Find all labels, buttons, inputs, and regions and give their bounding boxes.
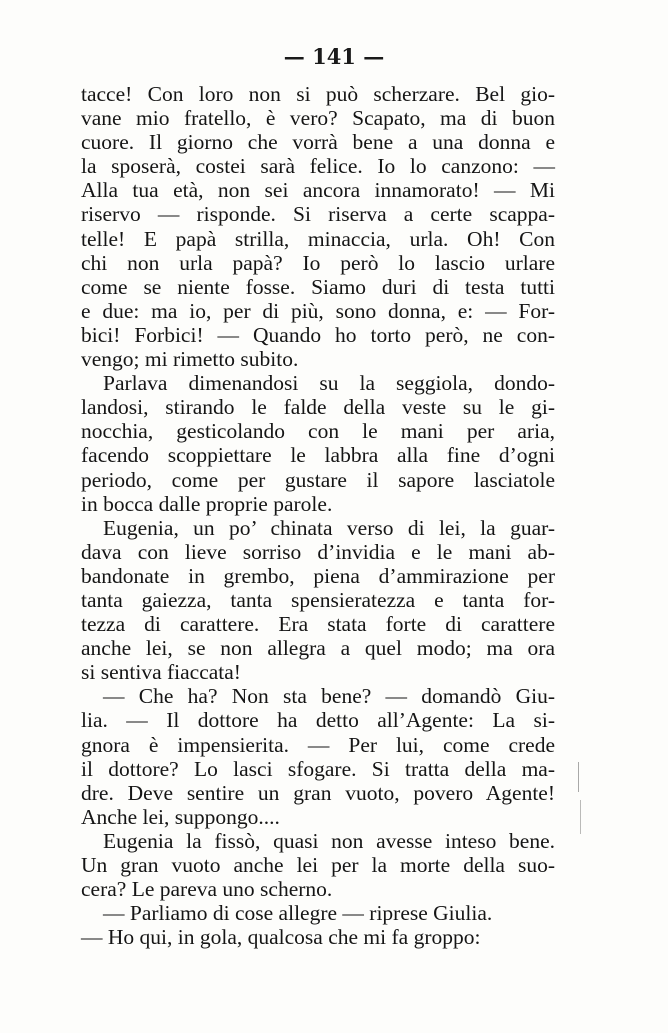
text-line: Un gran vuoto anche lei per la morte della suo- <box>81 853 555 877</box>
text-line: e due: ma io, per di più, sono donna, e: — For- <box>81 298 555 323</box>
text-line: cuore. Il giorno che vorrà bene a una donna e <box>81 130 555 155</box>
paragraph <box>81 901 555 949</box>
text-line: vane mio fratello, è vero? Scapato, ma di buon <box>81 106 555 131</box>
text-line: cera? Le pareva uno scherno. <box>81 877 333 902</box>
text-line: facendo scoppiettare le labbra alla fine d’ogni <box>81 443 555 468</box>
text-line: chi non urla papà? Io però lo lascio urlare <box>81 250 555 275</box>
text-line: gnora è impensierita. — Per lui, come crede <box>81 732 555 757</box>
body-text <box>81 82 555 949</box>
text-line: la sposerà, costei sarà felice. Io lo canzono: — <box>81 154 555 179</box>
text-line: dava con lieve sorriso d’invidia e le mani ab- <box>81 539 555 564</box>
text-line: bandonate in grembo, piena d’ammirazione per <box>81 563 555 588</box>
text-line: tacce! Con loro non si può scherzare. Bel gio- <box>81 82 555 106</box>
text-line: periodo, come per gustare il sapore lasciatole <box>81 467 555 492</box>
text-line: Alla tua età, non sei ancora innamorato! — Mi <box>81 178 555 203</box>
text-line: si sentiva fiaccata! <box>81 660 241 685</box>
scan-mark <box>580 800 581 834</box>
text-line: tanta gaiezza, tanta spensieratezza e tanta for- <box>81 587 555 612</box>
paragraph <box>81 516 555 685</box>
text-line: dre. Deve sentire un gran vuoto, povero Agente! <box>81 780 555 805</box>
text-line: — Ho qui, in gola, qualcosa che mi fa groppo: <box>81 925 481 950</box>
paragraph <box>81 82 555 371</box>
text-line: Eugenia, un po’ chinata verso di lei, la guar- <box>103 515 555 540</box>
text-line: Anche lei, suppongo.... <box>81 804 280 829</box>
text-line: telle! E papà strilla, minaccia, urla. Oh! Con <box>81 226 555 251</box>
paragraph <box>81 684 555 829</box>
text-line: lia. — Il dottore ha detto all’Agente: La si- <box>81 708 555 733</box>
paragraph <box>81 829 555 901</box>
text-line: il dottore? Lo lasci sfogare. Si tratta della ma- <box>81 756 555 781</box>
text-line: anche lei, se non allegra a quel modo; ma ora <box>81 636 555 661</box>
text-line: — Parliamo di cose allegre — riprese Giulia. <box>103 901 493 926</box>
text-line: vengo; mi rimetto subito. <box>81 347 299 372</box>
scan-mark <box>578 762 579 792</box>
text-line: — Che ha? Non sta bene? — domandò Giu- <box>103 684 555 709</box>
text-line: bici! Forbici! — Quando ho torto però, ne con- <box>81 322 555 347</box>
page-number: — 141 — <box>283 44 385 69</box>
text-line: nocchia, gesticolando con le mani per aria, <box>81 419 555 444</box>
text-line: tezza di carattere. Era stata forte di carattere <box>81 612 555 637</box>
text-line: in bocca dalle proprie parole. <box>81 491 333 516</box>
paragraph <box>81 371 555 516</box>
text-line: riservo — risponde. Si riserva a certe scappa- <box>81 202 555 227</box>
text-line: Parlava dimenandosi su la seggiola, dondo- <box>103 371 555 396</box>
text-line: come se niente fosse. Siamo duri di testa tutti <box>81 274 555 299</box>
text-line: landosi, stirando le falde della veste su le gi- <box>81 395 555 420</box>
text-line: Eugenia la fissò, quasi non avesse inteso bene. <box>103 828 555 853</box>
